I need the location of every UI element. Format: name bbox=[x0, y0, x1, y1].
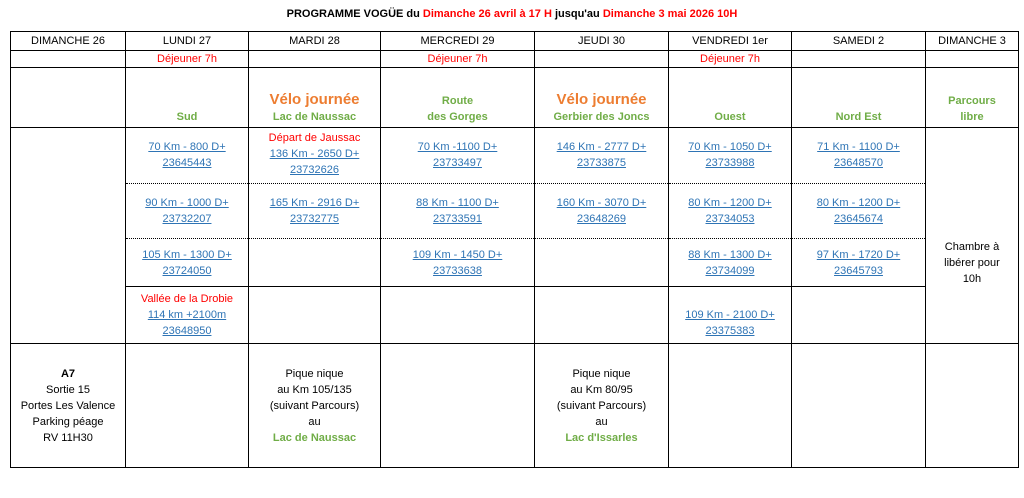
route-cell-vendredi[interactable] bbox=[669, 287, 792, 344]
route-cell-samedi[interactable] bbox=[792, 184, 926, 239]
empty-cell bbox=[381, 344, 535, 468]
route-link-id[interactable]: 23648269 bbox=[577, 213, 626, 225]
route-link-id[interactable]: 23733875 bbox=[577, 157, 626, 169]
route-cell-lundi[interactable] bbox=[126, 239, 249, 287]
picnic-mardi bbox=[249, 344, 381, 468]
route-link-id[interactable]: 23645443 bbox=[162, 157, 212, 169]
meeting-line: Portes Les Valence bbox=[20, 399, 116, 412]
day-header: DIMANCHE 26 bbox=[11, 32, 126, 51]
route-link-distance[interactable]: 160 Km - 3070 D+ bbox=[556, 197, 647, 209]
route-cell-mardi[interactable] bbox=[249, 184, 381, 239]
day-header: JEUDI 30 bbox=[535, 32, 669, 51]
ride-title-mercredi bbox=[381, 68, 535, 128]
route-cell-samedi[interactable] bbox=[792, 128, 926, 184]
route-link-distance[interactable]: 146 Km - 2777 D+ bbox=[556, 141, 647, 153]
meeting-line: RV 11H30 bbox=[43, 431, 93, 444]
picnic-line: au bbox=[595, 415, 608, 428]
meeting-line: Sortie 15 bbox=[45, 383, 91, 396]
route-link-id[interactable]: 23732207 bbox=[162, 213, 212, 225]
picnic-jeudi bbox=[535, 344, 669, 468]
route-link-id[interactable]: 23733497 bbox=[433, 157, 482, 169]
checkout-line: libérer pour bbox=[944, 256, 1000, 269]
picnic-line: (suivant Parcours) bbox=[556, 399, 647, 412]
ride-title-lundi bbox=[126, 68, 249, 128]
route-link-distance[interactable]: 70 Km - 800 D+ bbox=[148, 141, 226, 153]
empty-cell bbox=[669, 344, 792, 468]
route-link-id[interactable]: 23734099 bbox=[705, 264, 755, 277]
route-cell-vendredi[interactable] bbox=[669, 184, 792, 239]
route-link-id[interactable]: 23734053 bbox=[705, 213, 755, 225]
empty-cell bbox=[926, 344, 1019, 468]
breakfast-lundi: Déjeuner 7h bbox=[126, 51, 249, 68]
empty-cell bbox=[381, 287, 535, 344]
route-link-id[interactable]: 23375383 bbox=[705, 325, 755, 337]
title-start-date: Dimanche 26 avril à 17 H bbox=[422, 8, 552, 20]
ride-title-text: Vélo journée bbox=[556, 91, 647, 108]
route-link-id[interactable]: 23733988 bbox=[705, 157, 755, 169]
route-link-id[interactable]: 23732775 bbox=[290, 213, 339, 225]
route-link-distance[interactable]: 165 Km - 2916 D+ bbox=[269, 197, 360, 209]
route-cell-mercredi[interactable] bbox=[381, 239, 535, 287]
route-link-distance[interactable]: 109 Km - 2100 D+ bbox=[685, 309, 775, 321]
ride-title-text: des Gorges bbox=[427, 111, 488, 123]
route-link-id[interactable]: 23733638 bbox=[433, 264, 482, 277]
empty-cell bbox=[535, 239, 669, 287]
picnic-location: Lac d'Issarles bbox=[565, 431, 638, 444]
route-link-distance[interactable]: 97 Km - 1720 D+ bbox=[816, 248, 901, 261]
route-cell-jeudi[interactable] bbox=[535, 128, 669, 184]
picnic-location: Lac de Naussac bbox=[272, 431, 357, 444]
breakfast-row bbox=[11, 51, 1019, 68]
ride-subtitle-text: Lac de Naussac bbox=[272, 111, 357, 123]
empty-cell bbox=[792, 287, 926, 344]
route-note: Vallée de la Drobie bbox=[140, 293, 234, 305]
meeting-line: A7 bbox=[60, 367, 76, 380]
ride-title-text: Ouest bbox=[714, 111, 746, 123]
ride-title-samedi bbox=[792, 68, 926, 128]
empty-cell bbox=[249, 239, 381, 287]
ride-title-text: Nord Est bbox=[835, 111, 882, 123]
empty-cell bbox=[926, 287, 1019, 344]
day-header: SAMEDI 2 bbox=[792, 32, 926, 51]
empty-cell bbox=[792, 51, 926, 68]
picnic-line: Pique nique bbox=[572, 367, 631, 380]
empty-cell bbox=[926, 184, 1019, 239]
route-cell-samedi[interactable] bbox=[792, 239, 926, 287]
page-title bbox=[0, 8, 1024, 20]
logistics-row bbox=[11, 344, 1019, 468]
picnic-line: (suivant Parcours) bbox=[269, 399, 360, 412]
title-middle: jusqu'au bbox=[551, 8, 603, 20]
route-row-1 bbox=[11, 128, 1019, 184]
route-link-distance[interactable]: 70 Km -1100 D+ bbox=[417, 141, 498, 153]
empty-cell bbox=[535, 287, 669, 344]
route-link-distance[interactable]: 90 Km - 1000 D+ bbox=[145, 197, 229, 209]
picnic-line: au bbox=[308, 415, 321, 428]
ride-title-text: Route bbox=[441, 95, 474, 107]
empty-cell bbox=[535, 51, 669, 68]
picnic-line: au Km 80/95 bbox=[570, 383, 633, 396]
breakfast-mercredi: Déjeuner 7h bbox=[381, 51, 535, 68]
route-link-id[interactable]: 23648950 bbox=[162, 325, 212, 337]
empty-cell bbox=[249, 287, 381, 344]
route-link-id[interactable]: 23645793 bbox=[834, 264, 883, 277]
route-row-2 bbox=[11, 184, 1019, 239]
route-cell-mercredi[interactable] bbox=[381, 184, 535, 239]
day-header: MARDI 28 bbox=[249, 32, 381, 51]
checkout-line: Chambre à bbox=[944, 240, 1000, 253]
title-end-date: Dimanche 3 mai 2026 10H bbox=[602, 8, 738, 20]
ride-title-vendredi bbox=[669, 68, 792, 128]
ride-subtitle-text: Gerbier des Joncs bbox=[553, 111, 650, 123]
route-note: Départ de Jaussac bbox=[268, 132, 361, 144]
route-link-distance[interactable]: 109 Km - 1450 D+ bbox=[412, 248, 503, 261]
empty-cell bbox=[11, 68, 126, 128]
meeting-line: Parking péage bbox=[32, 415, 104, 428]
checkout-line: 10h bbox=[962, 272, 982, 285]
route-link-distance[interactable]: 70 Km - 1050 D+ bbox=[688, 141, 772, 153]
day-header: DIMANCHE 3 bbox=[926, 32, 1019, 51]
ride-title-text: Parcours bbox=[948, 95, 996, 107]
ride-title-text: Vélo journée bbox=[269, 91, 360, 108]
route-link-distance[interactable]: 71 Km - 1100 D+ bbox=[817, 141, 900, 153]
ride-title-row bbox=[11, 68, 1019, 128]
empty-cell bbox=[11, 184, 126, 239]
route-link-id[interactable]: 23645674 bbox=[834, 213, 883, 225]
route-link-id[interactable]: 23724050 bbox=[162, 264, 212, 277]
route-link-id[interactable]: 23732626 bbox=[290, 164, 339, 176]
route-link-distance[interactable]: 80 Km - 1200 D+ bbox=[688, 197, 772, 209]
day-header: VENDREDI 1er bbox=[669, 32, 792, 51]
route-cell-lundi[interactable] bbox=[126, 184, 249, 239]
title-prefix: PROGRAMME VOGÜE du bbox=[286, 8, 423, 20]
empty-cell bbox=[126, 344, 249, 468]
ride-title-text: Sud bbox=[176, 111, 198, 123]
route-cell-vendredi[interactable] bbox=[669, 128, 792, 184]
empty-cell bbox=[11, 51, 126, 68]
schedule-table bbox=[10, 31, 1019, 468]
route-cell-mardi[interactable] bbox=[249, 128, 381, 184]
ride-title-text: libre bbox=[960, 111, 984, 123]
empty-cell bbox=[926, 51, 1019, 68]
route-link-distance[interactable]: 105 Km - 1300 D+ bbox=[142, 248, 232, 261]
route-link-distance[interactable]: 136 Km - 2650 D+ bbox=[269, 148, 360, 160]
route-row-4 bbox=[11, 287, 1019, 344]
route-link-id[interactable]: 23648570 bbox=[834, 157, 883, 169]
route-cell-mercredi[interactable] bbox=[381, 128, 535, 184]
day-header: LUNDI 27 bbox=[126, 32, 249, 51]
route-link-distance[interactable]: 88 Km - 1300 D+ bbox=[688, 248, 772, 261]
ride-title-mardi bbox=[249, 68, 381, 128]
empty-cell bbox=[11, 128, 126, 184]
picnic-line: au Km 105/135 bbox=[277, 383, 352, 396]
ride-title-dimanche3 bbox=[926, 68, 1019, 128]
empty-cell bbox=[249, 51, 381, 68]
header-row bbox=[11, 32, 1019, 51]
empty-cell bbox=[792, 344, 926, 468]
ride-title-jeudi bbox=[535, 68, 669, 128]
route-link-distance[interactable]: 88 Km - 1100 D+ bbox=[416, 197, 499, 209]
route-row-3 bbox=[11, 239, 1019, 287]
route-cell-vendredi[interactable] bbox=[669, 239, 792, 287]
route-link-distance[interactable]: 80 Km - 1200 D+ bbox=[816, 197, 901, 209]
route-cell-lundi[interactable] bbox=[126, 287, 249, 344]
route-cell-lundi[interactable] bbox=[126, 128, 249, 184]
empty-cell bbox=[11, 287, 126, 344]
empty-cell bbox=[926, 128, 1019, 184]
route-link-distance[interactable]: 114 km +2100m bbox=[147, 309, 227, 321]
empty-cell bbox=[11, 239, 126, 287]
day-header: MERCREDI 29 bbox=[381, 32, 535, 51]
route-cell-jeudi[interactable] bbox=[535, 184, 669, 239]
route-link-id[interactable]: 23733591 bbox=[433, 213, 482, 225]
picnic-line: Pique nique bbox=[285, 367, 344, 380]
breakfast-vendredi: Déjeuner 7h bbox=[669, 51, 792, 68]
checkout-note bbox=[926, 239, 1019, 287]
meeting-point bbox=[11, 344, 126, 468]
